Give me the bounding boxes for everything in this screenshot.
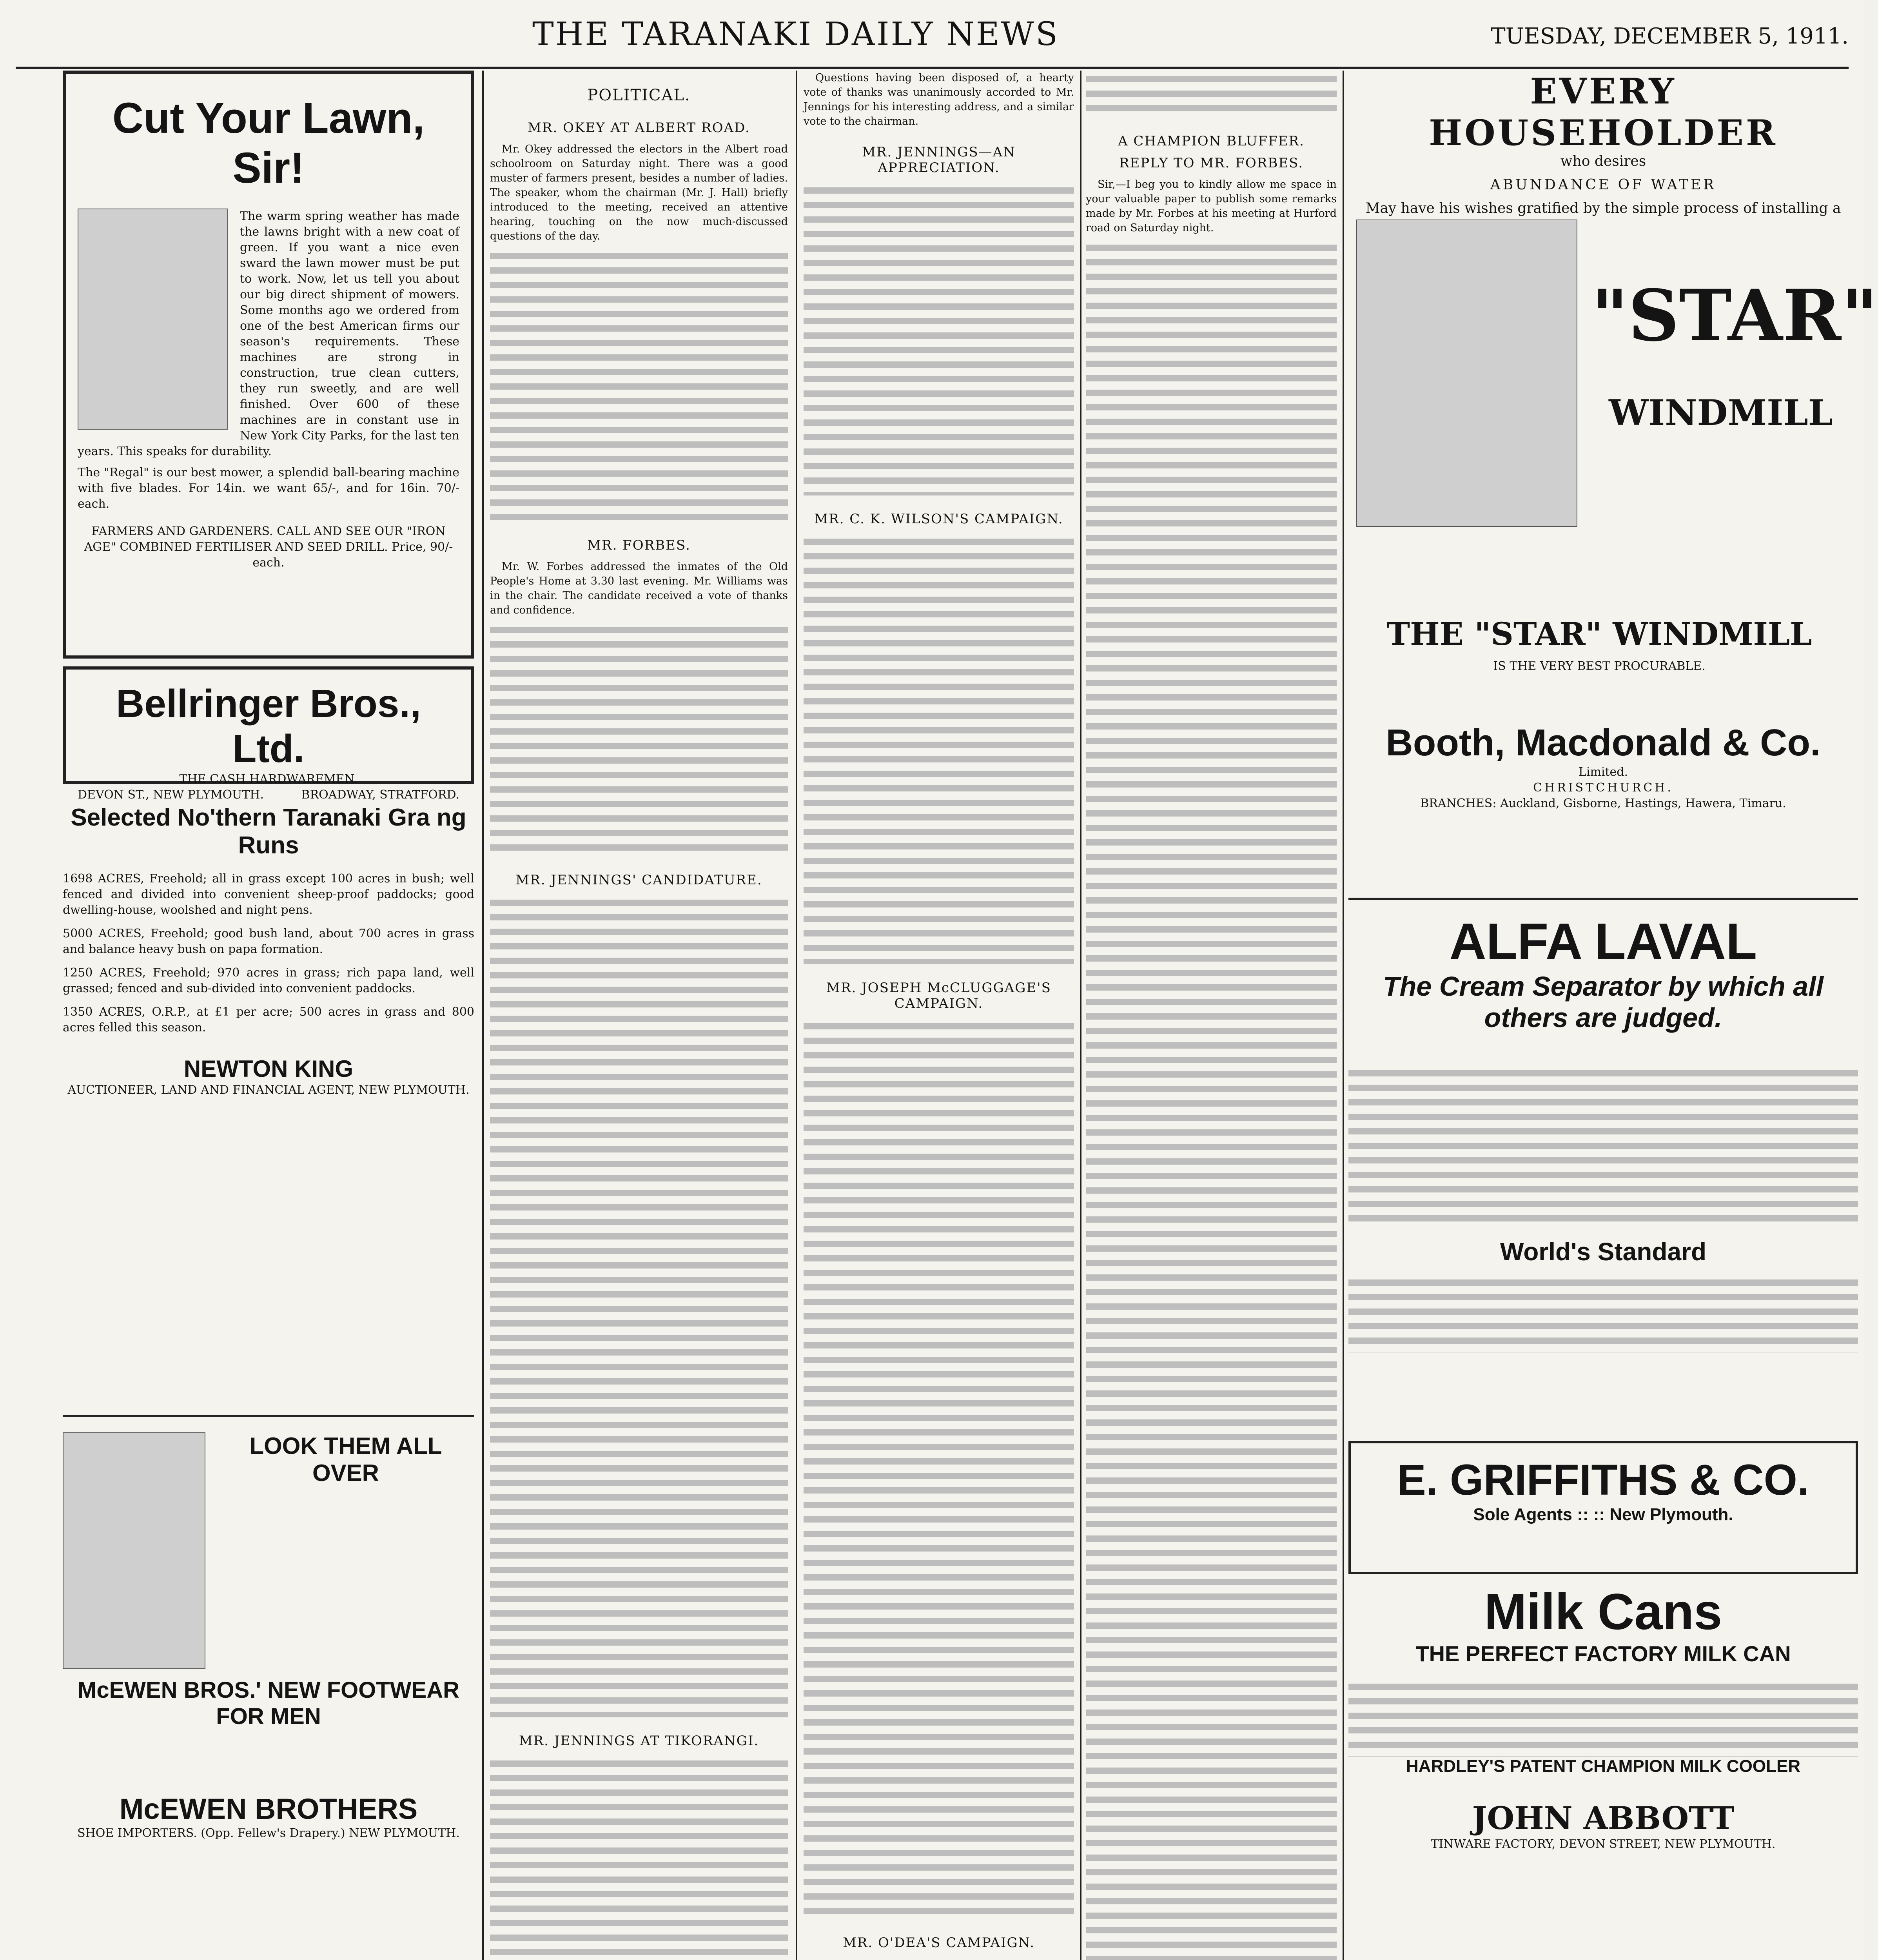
booth-name: Booth, Macdonald & Co.	[1386, 722, 1821, 764]
column-4	[1086, 71, 1337, 1960]
alfa-laval-ad	[1348, 912, 1858, 1441]
letter-heading: A CHAMPION BLUFFER.	[1118, 133, 1305, 149]
runs-listing: 1250 ACRES, Freehold; 970 acres in grass; rich papa land, well grassed; fenced and sub-divided into convenient paddocks.	[63, 966, 474, 995]
abbott-name: JOHN ABBOTT	[1472, 1800, 1735, 1837]
article-heading: MR. O'DEA'S CAMPAIGN.	[843, 1935, 1035, 1951]
lawn-ad-body: The warm spring weather has made the lawns bright with a new coat of green. If you want a nice even sward the lawn mower must be put to work. Now, let us tell you about our big direct shipment of mowers. Some months ago we ordered from one of the best American firms our season's requirements. These machines are strong in construction, true clean cutters, they run sweetly, and are well finished. Over 600 of these machines are in constant use in New York City Parks, for the last ten years. This speaks for durability.	[78, 209, 459, 458]
masthead-title: THE TARANAKI DAILY NEWS	[532, 16, 1060, 53]
griffiths-sub: Sole Agents :: :: New Plymouth.	[1473, 1505, 1733, 1524]
alfa-name: ALFA LAVAL	[1449, 913, 1757, 970]
bellringer-ad	[63, 666, 474, 802]
star-tag: THE "STAR" WINDMILL	[1386, 615, 1812, 652]
bellringer-addr1: DEVON ST., NEW PLYMOUTH.	[78, 788, 264, 802]
mcewen-name: McEWEN BROTHERS	[119, 1793, 418, 1825]
article-body-lines	[804, 1018, 1074, 1919]
article-body-lines	[1086, 239, 1337, 1960]
column-rule	[796, 71, 797, 1960]
article-body-lines	[1086, 71, 1337, 118]
article-heading: MR. JENNINGS—AN APPRECIATION.	[862, 144, 1016, 176]
article-heading: MR. C. K. WILSON'S CAMPAIGN.	[814, 511, 1063, 527]
bellringer-sub: THE CASH HARDWAREMEN.	[179, 772, 358, 786]
star-title: EVERY HOUSEHOLDER	[1429, 71, 1778, 154]
article-heading: MR. JENNINGS' CANDIDATURE.	[515, 872, 762, 888]
milk-name: Milk Cans	[1484, 1583, 1722, 1640]
griffiths-name: E. GRIFFITHS & CO.	[1397, 1456, 1809, 1504]
milk-body-lines	[1348, 1678, 1858, 1757]
article-body-lines	[804, 182, 1074, 495]
masthead	[0, 12, 1864, 63]
lawn-mower-ad	[63, 71, 474, 659]
article-body-lines	[804, 1957, 1074, 1960]
lawn-ad-fertiliser: FARMERS AND GARDENERS. CALL AND SEE OUR "IRON AGE" COMBINED FERTILISER AND SEED DRILL. Price, 90/- each.	[84, 524, 453, 570]
lawn-ad-regal: The "Regal" is our best mower, a splendid ball-bearing machine with five blades. For 14in. we want 65/-, and for 16in. 70/- each.	[78, 466, 459, 511]
milk-sub: THE PERFECT FACTORY MILK CAN	[1415, 1641, 1791, 1666]
letter-paragraph: Sir,—I beg you to kindly allow me space in your valuable paper to publish some remarks made by Mr. Forbes at his meeting at Hurford road on Saturday night.	[1086, 178, 1337, 234]
booth-line: Limited.	[1578, 765, 1628, 779]
star-sub: who desires	[1560, 153, 1646, 169]
article-body-lines	[490, 1755, 788, 1960]
lawn-mower-image	[78, 209, 228, 430]
booth-line: BRANCHES: Auckland, Gisborne, Hastings, Hawera, Timaru.	[1420, 797, 1786, 810]
article-heading: MR. JENNINGS AT TIKORANGI.	[519, 1733, 759, 1749]
article-body-lines	[490, 247, 788, 522]
article-body-lines	[490, 621, 788, 857]
masthead-date: TUESDAY, DECEMBER 5, 1911.	[1491, 24, 1849, 49]
booth-ad	[1348, 721, 1858, 900]
star-sub: May have his wishes gratified by the simple process of installing a	[1365, 200, 1841, 216]
alfa-sub: The Cream Separator by which all others are judged.	[1383, 971, 1824, 1033]
alfa-body-lines	[1348, 1065, 1858, 1229]
article-paragraph: Mr. W. Forbes addressed the inmates of the Old People's Home at 3.30 last evening. Mr. Williams was in the chair. The candidate received a vote of thanks and confidence.	[490, 561, 788, 616]
column-rule	[1343, 71, 1344, 1960]
griffiths-ad	[1348, 1441, 1858, 1574]
article-body-lines	[490, 894, 788, 1717]
runs-agent-sub: AUCTIONEER, LAND AND FINANCIAL AGENT, NEW PLYMOUTH.	[67, 1083, 470, 1097]
article-paragraph: Mr. Okey addressed the electors in the Albert road schoolroom on Saturday night. There was a good muster of farmers present, besides a number of ladies. The speaker, whom the chairman (Mr. J. Hall) briefly introduced to the meeting, received an attentive hearing, touching on the now much-discussed questions of the day.	[490, 143, 788, 242]
political-heading: POLITICAL.	[587, 86, 691, 104]
runs-title: Selected No'thern Taranaki Gra ng Runs	[71, 804, 466, 859]
runs-listing: 1350 ACRES, O.R.P., at £1 per acre; 500 acres in grass and 800 acres felled this season.	[63, 1005, 474, 1034]
star-name: "STAR"	[1591, 274, 1878, 357]
mcewen-slogan: McEWEN BROS.' NEW FOOTWEAR FOR MEN	[78, 1677, 459, 1729]
grazing-runs-ad	[63, 792, 474, 1407]
alfa-body-lines	[1348, 1274, 1858, 1352]
article-heading: MR. OKEY AT ALBERT ROAD.	[528, 120, 750, 136]
article-heading: MR. FORBES.	[587, 537, 691, 553]
column-5	[1348, 71, 1878, 1960]
column-2	[490, 71, 788, 1960]
bellringer-addr2: BROADWAY, STRATFORD.	[301, 788, 459, 802]
milk-cooler: HARDLEY'S PATENT CHAMPION MILK COOLER	[1406, 1757, 1801, 1776]
column-rule	[1080, 71, 1081, 1960]
booth-line: CHRISTCHURCH.	[1533, 781, 1673, 795]
alfa-standard: World's Standard	[1500, 1238, 1707, 1266]
column-1	[63, 71, 474, 1960]
boots-image	[63, 1432, 205, 1669]
column-3	[804, 71, 1074, 1960]
windmill-image	[1356, 220, 1577, 527]
header-rule	[16, 67, 1849, 69]
article-paragraph: Questions having been disposed of, a hearty vote of thanks was unanimously accorded to Mr. Jennings for his interesting address, and a similar vote to the chairman.	[804, 72, 1074, 127]
abbott-sub: TINWARE FACTORY, DEVON STREET, NEW PLYMOUTH.	[1431, 1837, 1776, 1851]
runs-listing: 5000 ACRES, Freehold; good bush land, about 700 acres in grass and balance heavy bush on papa formation.	[63, 927, 474, 956]
article-body-lines	[804, 533, 1074, 964]
star-windmill: WINDMILL	[1609, 392, 1833, 434]
mcewen-look: LOOK THEM ALL OVER	[249, 1433, 442, 1486]
bellringer-name: Bellringer Bros., Ltd.	[116, 682, 421, 771]
mcewen-ad	[63, 1432, 474, 1960]
article-heading: MR. JOSEPH McCLUGGAGE'S CAMPAIGN.	[826, 980, 1051, 1011]
letter-subheading: REPLY TO MR. FORBES.	[1119, 155, 1304, 171]
mcewen-sub: SHOE IMPORTERS. (Opp. Fellew's Drapery.) NEW PLYMOUTH.	[77, 1826, 460, 1840]
column-rule	[482, 71, 484, 1960]
star-windmill-ad	[1348, 71, 1878, 698]
milk-cans-ad	[1348, 1582, 1858, 1960]
runs-listing: 1698 ACRES, Freehold; all in grass except 100 acres in bush; well fenced and divided into convenient sheep-proof paddocks; good dwelling-house, woolshed and night pens.	[63, 872, 474, 917]
star-sub: ABUNDANCE OF WATER	[1490, 177, 1717, 193]
lawn-ad-title: Cut Your Lawn, Sir!	[112, 94, 425, 192]
runs-agent: NEWTON KING	[183, 1056, 354, 1082]
star-tag2: IS THE VERY BEST PROCURABLE.	[1493, 659, 1706, 673]
